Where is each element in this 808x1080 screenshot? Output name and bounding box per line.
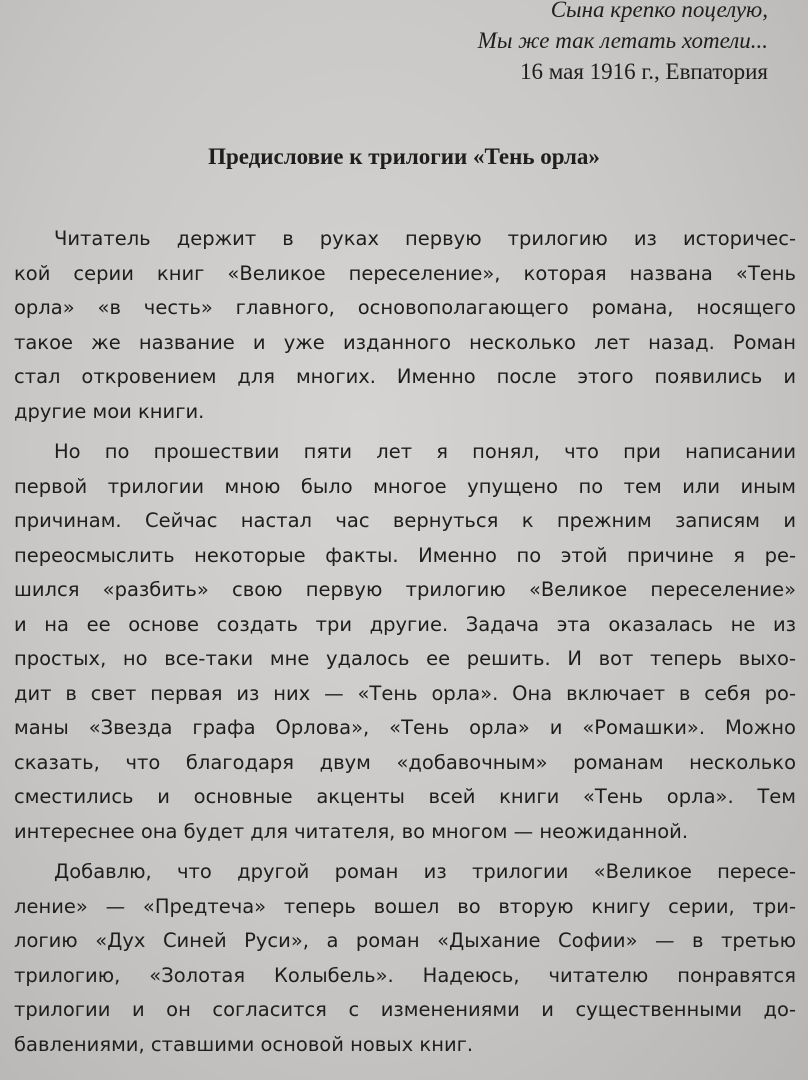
text-line: такое же название и уже изданного несколько лет назад. Роман	[14, 330, 796, 354]
text-line: логию «Дух Синей Руси», а роман «Дыхание Софии» — в третью	[14, 929, 796, 952]
text-line: орла» «в честь» главного, основополагающего романа, носящего	[14, 296, 796, 319]
text-line: кой серии книг «Великое переселение», которая названа «Тень	[14, 261, 796, 285]
text-line: причинам. Сейчас настал час вернуться к прежним записям и	[14, 509, 796, 532]
text-line: простых, но все-таки мне удалось ее решить. И вот теперь выхо-	[14, 647, 796, 670]
text-line: дит в свет первая из них — «Тень орла». Она включает в себя ро-	[14, 681, 796, 705]
paragraph-3	[14, 855, 796, 1062]
epigraph-line-1: Сына крепко поцелую,	[550, 0, 768, 22]
text-line: Но по прошествии пяти лет я понял, что при написании	[54, 440, 796, 463]
text-line: первой трилогии мною было многое упущено по тем или иным	[14, 474, 796, 498]
text-line: Добавлю, что другой роман из трилогии «Великое пересе-	[54, 860, 796, 883]
text-line: переосмыслить некоторые факты. Именно по этой причине я ре-	[14, 543, 796, 567]
text-line: трилогию, «Золотая Колыбель». Надеюсь, читателю понравятся	[14, 963, 796, 987]
paragraph-2	[14, 435, 796, 849]
text-line: другие мои книги.	[14, 399, 205, 423]
text-line: бавлениями, ставшими основой новых книг.	[14, 1032, 474, 1056]
text-line: маны «Звезда графа Орлова», «Тень орла» и «Ромашки». Можно	[14, 716, 796, 739]
body-text	[14, 222, 796, 1062]
text-line: трилогии и он согласится с изменениями и существенными до-	[14, 998, 796, 1021]
epigraph-signature: 16 мая 1916 г., Евпатория	[520, 59, 768, 84]
text-line: ление» — «Предтеча» теперь вошел во вторую книгу серии, три-	[14, 894, 796, 918]
paragraph-1	[14, 222, 796, 429]
text-line: интереснее она будет для читателя, во многом — неожиданной.	[14, 819, 689, 843]
epigraph-line-2: Мы же так летать хотели...	[477, 28, 768, 53]
text-line: стал откровением для многих. Именно после этого появились и	[14, 365, 796, 388]
epigraph	[478, 0, 768, 87]
text-line: сказать, что благодаря двум «добавочным» романам несколько	[14, 750, 796, 774]
text-line: шился «разбить» свою первую трилогию «Великое переселение»	[14, 578, 796, 601]
text-line: сместились и основные акценты всей книги «Тень орла». Тем	[14, 785, 796, 808]
text-line: Читатель держит в руках первую трилогию из историчес-	[54, 227, 796, 250]
section-heading: Предисловие к трилогии «Тень орла»	[208, 144, 600, 169]
text-line: и на ее основе создать три другие. Задача эта оказалась не из	[14, 612, 796, 636]
